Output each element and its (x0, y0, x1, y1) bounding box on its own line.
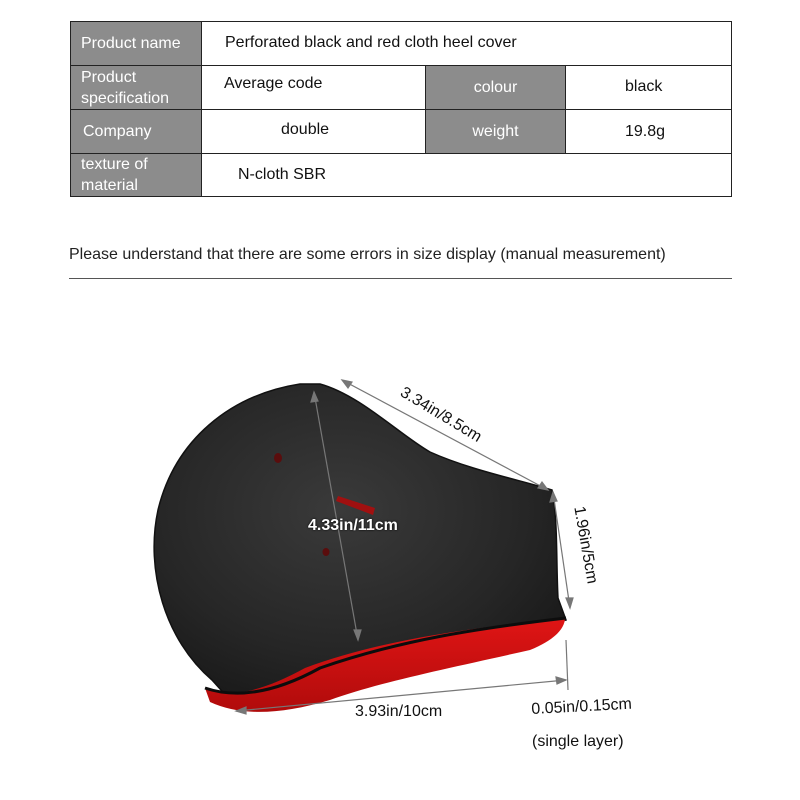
spec-label-line1: Product (81, 68, 137, 86)
product-name-value-text: Perforated black and red cloth heel cover (225, 34, 517, 51)
product-name-label-text: Product name (81, 35, 181, 52)
weight-value-text: 19.8g (625, 123, 666, 140)
measurement-notice: Please understand that there are some errors in size display (manual measurement) (69, 246, 666, 263)
dimension-thickness: 0.05in/0.15cm (531, 695, 633, 718)
colour-label-text: colour (473, 79, 518, 96)
dimension-bottom-width: 3.93in/10cm (355, 703, 443, 720)
dimension-top-width: 3.34in/8.5cm (397, 384, 485, 446)
dimension-height: 4.33in/11cm (308, 517, 398, 534)
company-label-text: Company (83, 123, 152, 140)
spec-value-text: Average code (224, 75, 323, 92)
perforation-hole (274, 453, 282, 463)
material-value-text: N-cloth SBR (238, 166, 327, 183)
spec-label-line2: specification (81, 89, 170, 107)
dimension-thickness-note: (single layer) (532, 733, 624, 750)
material-label-line1: texture of (81, 156, 148, 173)
material-label-line2: material (81, 177, 138, 194)
weight-label-text: weight (472, 123, 519, 140)
perforation-hole (323, 548, 330, 556)
dimension-side-height: 1.96in/5cm (570, 505, 601, 586)
company-value-text: double (281, 121, 330, 138)
colour-value-text: black (625, 78, 663, 95)
